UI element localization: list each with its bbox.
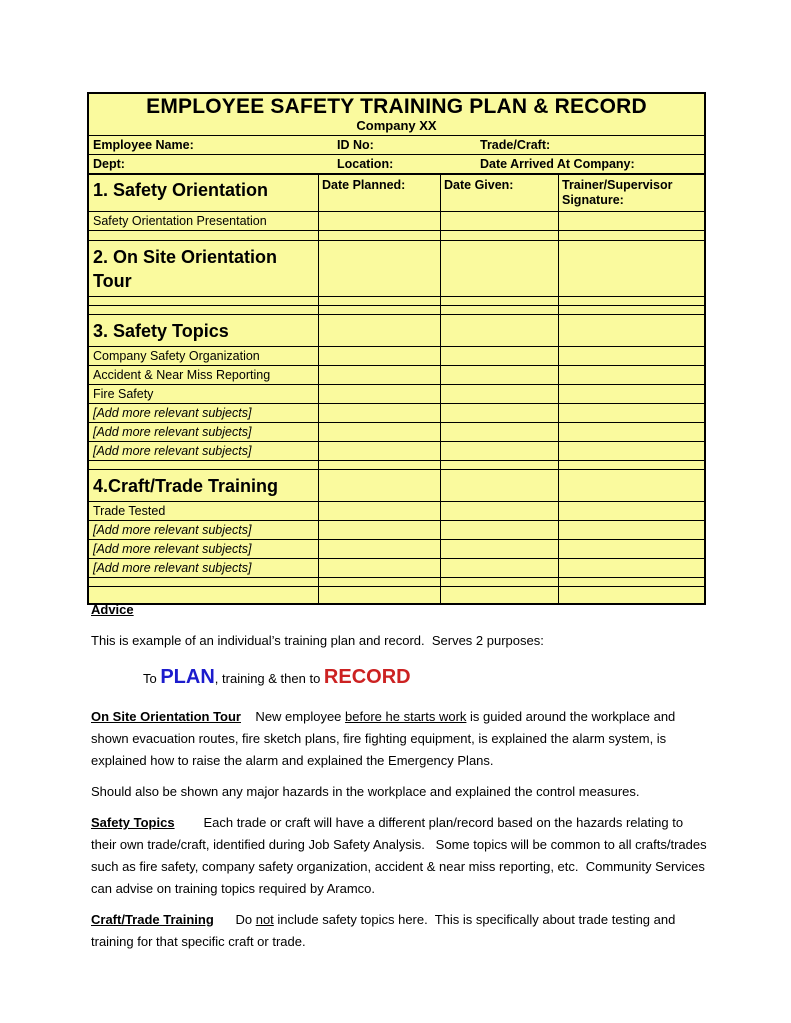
- topic-cell: [Add more relevant subjects]: [93, 542, 252, 556]
- section-heading-row: [89, 240, 704, 296]
- date-planned-cell: [318, 212, 440, 230]
- date-planned-cell: [318, 306, 440, 314]
- date-given-cell: [440, 559, 558, 577]
- plan-highlight: PLAN: [160, 666, 215, 688]
- table-row: [89, 577, 704, 586]
- topic-cell: Accident & Near Miss Reporting: [93, 368, 271, 382]
- signature-cell: [558, 559, 704, 577]
- date-planned-cell: [318, 442, 440, 460]
- topic-cell: [Add more relevant subjects]: [93, 406, 252, 420]
- signature-cell: [558, 461, 704, 469]
- signature-cell: [558, 306, 704, 314]
- topic-cell: [89, 461, 318, 469]
- employee-info-row: [89, 135, 704, 154]
- date-given-cell: [440, 366, 558, 384]
- date-planned-cell: [318, 297, 440, 305]
- signature-header: Trainer/Supervisor Signature:: [558, 175, 704, 211]
- date-given-cell: [440, 306, 558, 314]
- paragraph-heading: Craft/Trade Training: [91, 912, 214, 927]
- section-heading-row: [89, 314, 704, 346]
- paragraph-text: Should also be shown any major hazards in the workplace and explained the control measures.: [91, 784, 640, 799]
- date-given-cell: [440, 540, 558, 558]
- intro-text: This is example of an individual’s training plan and record. Serves 2 purposes:: [91, 633, 544, 648]
- purpose-line: [91, 664, 707, 692]
- signature-cell: [558, 297, 704, 305]
- signature-cell: [558, 578, 704, 586]
- date-planned-cell: [318, 315, 440, 346]
- topic-cell: [89, 231, 318, 240]
- advice-paragraphs: [91, 706, 711, 953]
- table-row: [89, 441, 704, 460]
- date-planned-cell: [318, 502, 440, 520]
- date-planned-cell: [318, 540, 440, 558]
- signature-cell: [558, 366, 704, 384]
- dept-info-row: [89, 154, 704, 173]
- advice-paragraph: [91, 909, 707, 953]
- table-row: [89, 296, 704, 305]
- section-1-heading: 1. Safety Orientation: [93, 180, 269, 200]
- table-row: [89, 305, 704, 314]
- date-planned-cell: [318, 347, 440, 365]
- signature-cell: [558, 470, 704, 501]
- date-given-cell: [440, 461, 558, 469]
- table-row: [89, 558, 704, 577]
- date-given-cell: [440, 231, 558, 240]
- topic-cell: Trade Tested: [93, 504, 166, 518]
- section-heading-row: [89, 469, 704, 501]
- date-planned-header: Date Planned:: [318, 175, 440, 211]
- purpose-middle: , training & then to: [214, 671, 324, 686]
- employee-name-label: Employee Name:: [93, 138, 194, 152]
- location-label: Location:: [337, 157, 394, 171]
- date-planned-cell: [318, 578, 440, 586]
- date-planned-cell: [318, 521, 440, 539]
- date-given-cell: [440, 521, 558, 539]
- paragraph-text: Each trade or craft will have a different plan/record based on the hazards relating to their own trade/craft, identified during Job Safety Analysis. Some topics will be common to all crafts/trades such as fire safety, company safety organization, accident & near miss reporting, etc. Community Services can advise on training topics required by Aramco.: [91, 815, 711, 896]
- topic-cell: Company Safety Organization: [93, 349, 260, 363]
- section-heading-cell: 4.Craft/Trade Training: [93, 476, 279, 496]
- date-given-cell: [440, 385, 558, 403]
- dept-label: Dept:: [93, 157, 125, 171]
- table-row: [89, 230, 704, 240]
- date-planned-cell: [318, 461, 440, 469]
- advice-paragraph: [91, 781, 707, 803]
- signature-cell: [558, 540, 704, 558]
- paragraph-text: not: [255, 912, 274, 927]
- paragraph-text: include safety topics here. This is specifically about trade testing and training for that specific craft or trade.: [91, 912, 679, 949]
- topic-cell: Safety Orientation Presentation: [93, 214, 267, 228]
- table-body: [89, 211, 704, 603]
- signature-cell: [558, 315, 704, 346]
- signature-cell: [558, 423, 704, 441]
- signature-cell: [558, 385, 704, 403]
- signature-cell: [558, 404, 704, 422]
- signature-cell: [558, 241, 704, 296]
- date-given-cell: [440, 423, 558, 441]
- date-given-cell: [440, 502, 558, 520]
- table-row: [89, 520, 704, 539]
- topic-cell: [Add more relevant subjects]: [93, 425, 252, 439]
- topic-cell: [89, 578, 318, 586]
- trade-craft-label: Trade/Craft:: [480, 138, 551, 152]
- table-row: [89, 501, 704, 520]
- date-planned-cell: [318, 385, 440, 403]
- paragraph-text: before he starts work: [345, 709, 467, 724]
- advice-section: [91, 599, 711, 962]
- topic-cell: [89, 297, 318, 305]
- company-name: Company XX: [356, 118, 437, 133]
- date-planned-cell: [318, 231, 440, 240]
- date-arrived-label: Date Arrived At Company:: [480, 157, 635, 171]
- date-given-cell: [440, 347, 558, 365]
- date-given-header: Date Given:: [440, 175, 558, 211]
- date-planned-cell: [318, 404, 440, 422]
- paragraph-text: New employee: [240, 709, 346, 724]
- topic-cell: [Add more relevant subjects]: [93, 444, 252, 458]
- topic-cell: [Add more relevant subjects]: [93, 523, 252, 537]
- date-given-cell: [440, 241, 558, 296]
- section-1-header-row: [89, 173, 704, 211]
- topic-cell: Fire Safety: [93, 387, 154, 401]
- paragraph-text: is guided around the workplace and shown evacuation routes, fire sketch plans, fire fighting equipment, is explained the alarm system, is explained how to raise the alarm and explained the Emergency Plans.: [91, 709, 679, 768]
- form-title: EMPLOYEE SAFETY TRAINING PLAN & RECORD: [146, 95, 647, 118]
- date-given-cell: [440, 442, 558, 460]
- table-row: [89, 403, 704, 422]
- paragraph-heading: On Site Orientation Tour: [91, 709, 241, 724]
- table-row: [89, 211, 704, 230]
- advice-paragraph: [91, 706, 707, 772]
- table-title-row: [89, 94, 704, 135]
- signature-cell: [558, 231, 704, 240]
- topic-cell: [89, 306, 318, 314]
- paragraph-heading: Safety Topics: [91, 815, 175, 830]
- advice-heading: Advice: [91, 602, 134, 617]
- table-row: [89, 539, 704, 558]
- section-heading-cell: 3. Safety Topics: [93, 321, 229, 341]
- signature-cell: [558, 347, 704, 365]
- date-planned-cell: [318, 241, 440, 296]
- training-plan-table: [87, 92, 706, 605]
- table-row: [89, 460, 704, 469]
- date-planned-cell: [318, 423, 440, 441]
- date-given-cell: [440, 578, 558, 586]
- paragraph-text: Do: [213, 912, 256, 927]
- date-given-cell: [440, 297, 558, 305]
- purpose-prefix: To: [143, 671, 161, 686]
- date-given-cell: [440, 404, 558, 422]
- id-no-label: ID No:: [337, 138, 374, 152]
- signature-cell: [558, 521, 704, 539]
- signature-cell: [558, 502, 704, 520]
- date-given-cell: [440, 315, 558, 346]
- date-given-cell: [440, 212, 558, 230]
- topic-cell: [Add more relevant subjects]: [93, 561, 252, 575]
- table-row: [89, 365, 704, 384]
- date-given-cell: [440, 470, 558, 501]
- table-row: [89, 422, 704, 441]
- table-row: [89, 346, 704, 365]
- advice-paragraph: [91, 812, 711, 900]
- signature-cell: [558, 442, 704, 460]
- table-row: [89, 384, 704, 403]
- date-planned-cell: [318, 366, 440, 384]
- signature-cell: [558, 212, 704, 230]
- record-highlight: RECORD: [323, 666, 411, 688]
- date-planned-cell: [318, 470, 440, 501]
- section-heading-cell: 2. On Site Orientation Tour: [93, 247, 278, 291]
- date-planned-cell: [318, 559, 440, 577]
